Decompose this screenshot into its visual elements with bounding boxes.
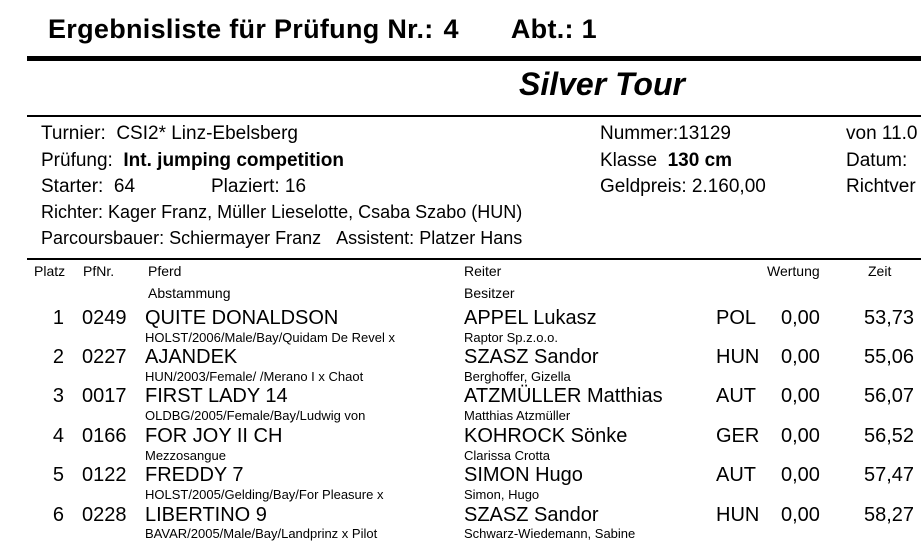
nummer-label: Nummer: [600, 123, 679, 144]
row-zeit: 56,52 [864, 425, 915, 447]
row-pferd: FREDDY 7 [145, 464, 244, 486]
row-platz: 3 [52, 385, 64, 407]
row-abstammung: Mezzosangue [145, 448, 226, 463]
row-wertung: 0,00 [781, 425, 820, 447]
row-pferd: LIBERTINO 9 [145, 504, 267, 526]
turnier-label: Turnier: [41, 123, 106, 144]
row-wertung: 0,00 [781, 346, 820, 368]
row-pfnr: 0166 [82, 425, 127, 447]
pruefung-label: Prüfung: [41, 150, 113, 171]
row-pfnr: 0228 [82, 504, 127, 526]
plaziert-value: 16 [284, 176, 307, 197]
row-zeit: 55,06 [864, 346, 915, 368]
row-abstammung: HOLST/2005/Gelding/Bay/For Pleasure x [145, 487, 384, 502]
assistent-value: Platzer Hans [419, 228, 523, 248]
row-pfnr: 0227 [82, 346, 127, 368]
klasse-line [600, 150, 732, 172]
nummer-value: 13129 [678, 123, 731, 144]
richtver-label: Richtver [846, 176, 916, 197]
header-besitzer: Besitzer [464, 285, 515, 301]
row-wertung: 0,00 [781, 464, 820, 486]
geldpreis-label: Geldpreis: [600, 176, 687, 197]
row-besitzer: Berghoffer, Gizella [464, 369, 571, 384]
datum-label: Datum: [846, 150, 908, 171]
row-zeit: 57,47 [864, 464, 915, 486]
row-pfnr: 0249 [82, 307, 127, 329]
row-wertung: 0,00 [781, 307, 820, 329]
richter-value: Kager Franz, Müller Lieselotte, Csaba Szabo (HUN) [108, 202, 523, 222]
turnier-line [41, 123, 298, 145]
header-zeit: Zeit [868, 263, 892, 279]
header-wertung: Wertung [767, 263, 820, 279]
richter-line [41, 202, 522, 223]
row-abstammung: HUN/2003/Female/ /Merano I x Chaot [145, 369, 364, 384]
pruefung-line [41, 150, 344, 172]
row-pferd: FOR JOY II CH [145, 425, 283, 447]
row-nation: GER [716, 425, 760, 447]
row-abstammung: BAVAR/2005/Male/Bay/Landprinz x Pilot [145, 526, 378, 541]
row-wertung: 0,00 [781, 385, 820, 407]
row-platz: 1 [52, 307, 64, 329]
von-date: von 11.0 [846, 123, 918, 144]
row-pferd: AJANDEK [145, 346, 238, 368]
row-abstammung: HOLST/2006/Male/Bay/Quidam De Revel x [145, 330, 395, 345]
richter-label: Richter: [41, 202, 104, 222]
row-besitzer: Raptor Sp.z.o.o. [464, 330, 558, 345]
row-reiter: SZASZ Sandor [464, 504, 599, 526]
table-top-divider [27, 258, 921, 260]
parcours-value: Schiermayer Franz [169, 228, 322, 248]
row-nation: POL [716, 307, 757, 329]
row-reiter: ATZMÜLLER Matthias [464, 385, 663, 407]
parcours-label: Parcoursbauer: [41, 228, 165, 248]
row-zeit: 53,73 [864, 307, 915, 329]
starter-label: Starter: [41, 176, 104, 197]
tour-subtitle: Silver Tour [519, 66, 685, 102]
parcours-line [41, 228, 522, 249]
klasse-value: 130 cm [667, 150, 733, 171]
row-nation: AUT [716, 385, 756, 407]
row-nation: HUN [716, 346, 760, 368]
row-reiter: SZASZ Sandor [464, 346, 599, 368]
row-wertung: 0,00 [781, 504, 820, 526]
plaziert-label: Plaziert: [211, 176, 280, 197]
row-pferd: FIRST LADY 14 [145, 385, 288, 407]
division-label: Abt.: 1 [510, 14, 597, 44]
info-top-divider [27, 115, 921, 117]
turnier-value: CSI2* Linz-Ebelsberg [116, 123, 298, 144]
nummer-line [600, 123, 731, 145]
row-platz: 4 [52, 425, 64, 447]
row-zeit: 56,07 [864, 385, 915, 407]
row-nation: HUN [716, 504, 760, 526]
row-zeit: 58,27 [864, 504, 915, 526]
row-pfnr: 0122 [82, 464, 127, 486]
starter-value: 64 [113, 176, 136, 197]
row-pferd: QUITE DONALDSON [145, 307, 339, 329]
header-reiter: Reiter [464, 263, 502, 279]
title-prefix: Ergebnisliste für Prüfung Nr.: [48, 14, 434, 44]
thick-divider [27, 56, 921, 61]
header-abstammung: Abstammung [148, 285, 231, 301]
assistent-label: Assistent: [336, 228, 415, 248]
competition-number: 4 [443, 14, 459, 44]
row-platz: 2 [52, 346, 64, 368]
plaziert-line [211, 176, 306, 198]
row-besitzer: Schwarz-Wiedemann, Sabine [464, 526, 636, 541]
header-platz: Platz [34, 263, 66, 279]
header-pfnr: PfNr. [83, 263, 115, 279]
row-platz: 5 [52, 464, 64, 486]
row-abstammung: OLDBG/2005/Female/Bay/Ludwig von [145, 408, 366, 423]
starter-line [41, 176, 135, 198]
pruefung-value: Int. jumping competition [123, 150, 344, 171]
page-title [48, 14, 597, 45]
header-pferd: Pferd [148, 263, 182, 279]
row-besitzer: Matthias Atzmüller [464, 408, 571, 423]
row-pfnr: 0017 [82, 385, 127, 407]
row-reiter: SIMON Hugo [464, 464, 583, 486]
row-reiter: KOHROCK Sönke [464, 425, 628, 447]
row-besitzer: Simon, Hugo [464, 487, 540, 502]
geldpreis-value: 2.160,00 [691, 176, 766, 197]
geldpreis-line [600, 176, 766, 198]
row-reiter: APPEL Lukasz [464, 307, 597, 329]
klasse-label: Klasse [600, 150, 658, 171]
row-nation: AUT [716, 464, 756, 486]
row-besitzer: Clarissa Crotta [464, 448, 550, 463]
row-platz: 6 [52, 504, 64, 526]
